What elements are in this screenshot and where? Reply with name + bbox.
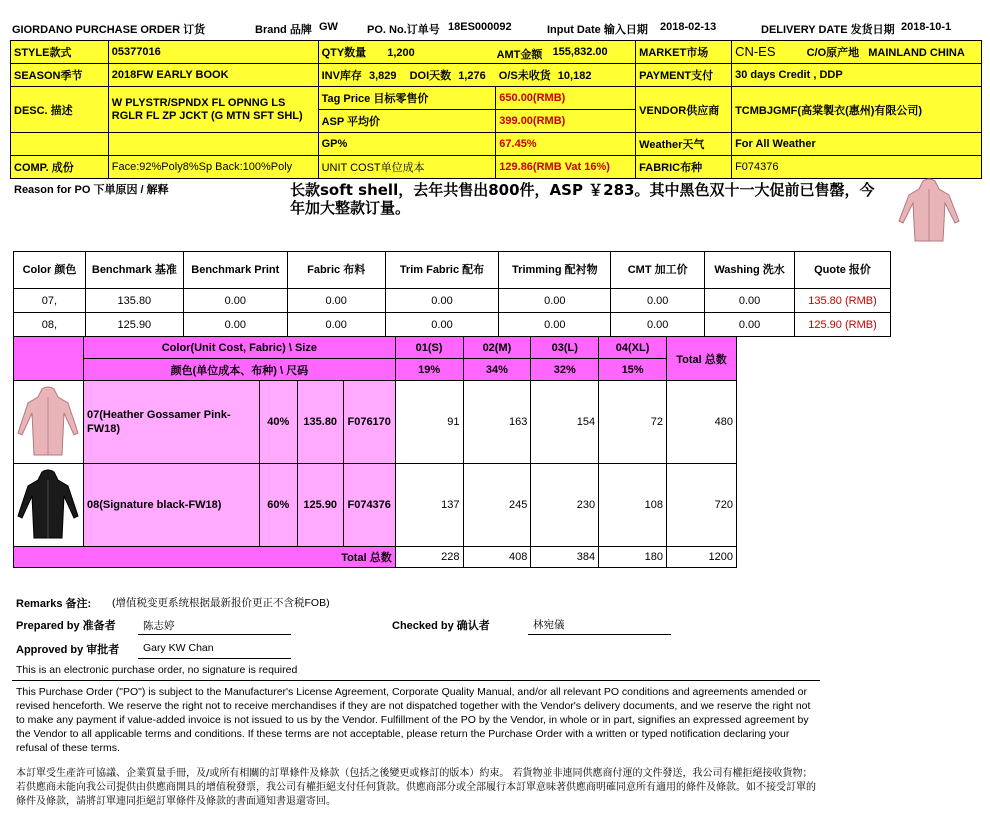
pink-jacket-image xyxy=(14,385,82,457)
market-label: MARKET市场 xyxy=(636,41,732,64)
qty-total: 720 xyxy=(667,464,737,547)
table-row xyxy=(14,313,891,337)
total-l: 384 xyxy=(531,547,599,568)
col-trim-fabric: Trim Fabric 配布 xyxy=(385,252,499,289)
terms-english: This Purchase Order ("PO") is subject to the Manufacturer's License Agreement, Corporate Quality Manual, and/or all relevant PO conditions and agreements amended or revised henceforth. We reserve the right not to receive merchandises if they are not dispatched together with the Vendor's delivery documents, and we reserve the right not to make any payment if value-added invoice is not issued to us by the Vendor. Fulfillment of the PO by the Vendor, in whole or in part, signifies an expressed agreement by the Vendor to all applicable terms and conditions. If these terms are not acceptable, please return the Purchase Order with a written or typed notification declaring your refusal of these terms. xyxy=(16,686,811,754)
reason-label: Reason for PO 下単原因 / 解释 xyxy=(14,184,169,196)
desc-label: DESC. 描述 xyxy=(11,87,109,133)
product-jacket-image xyxy=(893,177,965,243)
amt-value: 155,832.00 xyxy=(552,46,608,58)
qty-l: 230 xyxy=(531,464,599,547)
tag-price-value: 650.00(RMB) xyxy=(496,87,636,110)
po-info-table xyxy=(10,40,982,179)
col-washing: Washing 洗水 xyxy=(705,252,795,289)
color-ratio: 40% xyxy=(259,381,297,464)
color-name: 08(Signature black-FW18) xyxy=(83,464,259,547)
delivery-date-value: 2018-10-1 xyxy=(901,21,952,33)
brand-label: Brand 品牌 xyxy=(255,24,312,36)
total-m: 408 xyxy=(463,547,531,568)
size-xl: 04(XL) xyxy=(599,337,667,359)
po-header xyxy=(12,18,982,38)
os-value: 10,182 xyxy=(557,70,592,82)
gp-value: 67.45% xyxy=(496,133,636,156)
total-label: Total 总数 xyxy=(14,547,396,568)
input-date-label: Input Date 输入日期 xyxy=(547,24,648,36)
desc-value: W PLYSTR/SPNDX FL OPNNG LS RGLR FL ZP JCKT (G MTN SFT SHL) xyxy=(108,87,318,133)
vendor-value: TCMBJGMF(高棠製衣(惠州)有限公司) xyxy=(732,87,982,133)
size-s: 01(S) xyxy=(395,337,463,359)
cost-quote: 125.90 (RMB) xyxy=(795,313,891,337)
cost-washing: 0.00 xyxy=(705,313,795,337)
cost-cmt: 0.00 xyxy=(611,289,705,313)
qty-s: 137 xyxy=(395,464,463,547)
unit-cost-label: UNIT COST单位成本 xyxy=(318,156,496,179)
comp-value: Face:92%Poly8%Sp Back:100%Poly xyxy=(108,156,318,179)
gp-label: GP% xyxy=(318,133,496,156)
cost-benchmark: 125.90 xyxy=(85,313,183,337)
payment-label: PAYMENT支付 xyxy=(636,64,732,87)
market-value: CN-ES xyxy=(735,44,776,59)
info-row-gp xyxy=(11,133,982,156)
info-row-style xyxy=(11,41,982,64)
qty-xl: 108 xyxy=(599,464,667,547)
qty-total: 480 xyxy=(667,381,737,464)
doi-value: 1,276 xyxy=(458,70,486,82)
inventory-cell xyxy=(318,64,636,87)
size-title-cn: 颜色(单位成本、布种) \ 尺码 xyxy=(83,359,395,381)
cost-quote: 135.80 (RMB) xyxy=(795,289,891,313)
checked-underline xyxy=(528,634,671,635)
qty-l: 154 xyxy=(531,381,599,464)
cost-benchmark: 135.80 xyxy=(85,289,183,313)
qty-amt-cell xyxy=(318,41,636,64)
size-title-en: Color(Unit Cost, Fabric) \ Size xyxy=(83,337,395,359)
table-row xyxy=(14,464,737,547)
style-value: 05377016 xyxy=(108,41,318,64)
col-benchmark-print: Benchmark Print xyxy=(183,252,287,289)
season-label: SEASON季节 xyxy=(11,64,109,87)
total-all: 1200 xyxy=(667,547,737,568)
cost-print: 0.00 xyxy=(183,313,287,337)
info-row-season xyxy=(11,64,982,87)
size-total-row xyxy=(14,547,737,568)
color-cost: 135.80 xyxy=(297,381,343,464)
cost-breakdown-table xyxy=(13,251,891,337)
unit-cost-value: 129.86(RMB Vat 16%) xyxy=(496,156,636,179)
delivery-date-label: DELIVERY DATE 发货日期 xyxy=(761,24,895,36)
size-l: 03(L) xyxy=(531,337,599,359)
weather-label: Weather天气 xyxy=(636,133,732,156)
vendor-label: VENDOR供应商 xyxy=(636,87,732,133)
tag-price-label: Tag Price 目标零售价 xyxy=(318,87,496,110)
size-pct-row xyxy=(14,359,737,381)
cost-fabric: 0.00 xyxy=(287,313,385,337)
size-l-pct: 32% xyxy=(531,359,599,381)
qty-m: 163 xyxy=(463,381,531,464)
cost-trimming: 0.00 xyxy=(499,313,611,337)
col-trimming: Trimming 配衬物 xyxy=(499,252,611,289)
origin-value: MAINLAND CHINA xyxy=(868,47,965,59)
qty-xl: 72 xyxy=(599,381,667,464)
doi-label: DOI天数 xyxy=(409,70,452,82)
prepared-label: Prepared by 准备者 xyxy=(16,620,116,632)
color-fabric: F074376 xyxy=(343,464,395,547)
total-s: 228 xyxy=(395,547,463,568)
company-title: GIORDANO PURCHASE ORDER 订货 xyxy=(12,24,206,36)
cost-header-row xyxy=(14,252,891,289)
qty-s: 91 xyxy=(395,381,463,464)
prepared-value: 陈志婷 xyxy=(143,620,175,632)
cost-color: 07, xyxy=(14,289,86,313)
fabric-label: FABRIC布种 xyxy=(636,156,732,179)
po-label: PO. No.订单号 xyxy=(367,24,440,36)
size-m: 02(M) xyxy=(463,337,531,359)
cost-cmt: 0.00 xyxy=(611,313,705,337)
approved-value: Gary KW Chan xyxy=(143,642,214,654)
col-cmt: CMT 加工价 xyxy=(611,252,705,289)
asp-label: ASP 平均价 xyxy=(318,110,496,133)
market-origin-cell xyxy=(732,41,982,64)
terms-divider xyxy=(12,680,820,681)
asp-value: 399.00(RMB) xyxy=(496,110,636,133)
cost-trim-fabric: 0.00 xyxy=(385,313,499,337)
table-row xyxy=(14,381,737,464)
cost-trim-fabric: 0.00 xyxy=(385,289,499,313)
color-ratio: 60% xyxy=(259,464,297,547)
table-row xyxy=(14,289,891,313)
col-quote: Quote 报价 xyxy=(795,252,891,289)
color-image-cell xyxy=(14,381,84,464)
checked-label: Checked by 确认者 xyxy=(392,620,490,632)
reason-text: 长款soft shell，去年共售出800件，ASP ￥283。其中黑色双十一大促前已售罄，今年加大整款订量。 xyxy=(290,181,875,217)
approved-label: Approved by 审批者 xyxy=(16,644,120,656)
cost-washing: 0.00 xyxy=(705,289,795,313)
terms-chinese: 本訂單受生產許可協議、企業質量手冊，及/或所有相關的訂單條件及條款（包括之後變更或修訂的版本）約束。 若貨物並非連同供應商付運的文件發送，我公司有權拒絕接收貨物；若供應商未能向我公司提供由供應商開具的增值稅發票，我公司有權拒絕支付任何貨款。供應商部分或全部履行本訂單意味著供應商明確同意所有適用的條件及條款。如不接受訂單的條件及條款，請將訂單連同拒絕訂單條件及條款的書面通知書退還寄回。 xyxy=(16,768,816,807)
col-benchmark: Benchmark 基准 xyxy=(85,252,183,289)
col-color: Color 颜色 xyxy=(14,252,86,289)
size-s-pct: 19% xyxy=(395,359,463,381)
cost-fabric: 0.00 xyxy=(287,289,385,313)
checked-value: 林宛儀 xyxy=(533,619,565,631)
color-cost: 125.90 xyxy=(297,464,343,547)
comp-label: COMP. 成份 xyxy=(11,156,109,179)
input-date-value: 2018-02-13 xyxy=(660,21,717,33)
amt-label: AMT金额 xyxy=(496,49,543,61)
season-value: 2018FW EARLY BOOK xyxy=(108,64,318,87)
color-fabric: F076170 xyxy=(343,381,395,464)
payment-value: 30 days Credit , DDP xyxy=(732,64,982,87)
brand-value: GW xyxy=(319,21,338,33)
cost-print: 0.00 xyxy=(183,289,287,313)
qty-value: 1,200 xyxy=(387,47,415,59)
size-xl-pct: 15% xyxy=(599,359,667,381)
style-label: STYLE款式 xyxy=(11,41,109,64)
electronic-note: This is an electronic purchase order, no signature is required xyxy=(16,664,298,676)
size-header-row xyxy=(14,337,737,359)
inv-value: 3,829 xyxy=(368,70,397,82)
inv-label: INV库存 xyxy=(321,70,362,82)
size-quantity-table xyxy=(13,336,737,568)
fabric-value: F074376 xyxy=(732,156,982,179)
prepared-underline xyxy=(138,634,291,635)
color-image-cell xyxy=(14,464,84,547)
remarks-value: (增值税变更系统根据最新报价更正不含税FOB) xyxy=(112,597,330,609)
info-row-desc xyxy=(11,87,982,110)
weather-value: For All Weather xyxy=(732,133,982,156)
black-jacket-image xyxy=(14,468,82,540)
po-value: 18ES000092 xyxy=(448,21,512,33)
os-label: O/S未收货 xyxy=(498,70,551,82)
approved-underline xyxy=(138,658,291,659)
origin-label: C/O原产地 xyxy=(806,47,860,59)
color-name: 07(Heather Gossamer Pink-FW18) xyxy=(83,381,259,464)
remarks-label: Remarks 备注: xyxy=(16,598,92,610)
total-header: Total 总数 xyxy=(667,337,737,381)
total-xl: 180 xyxy=(599,547,667,568)
size-m-pct: 34% xyxy=(463,359,531,381)
cost-trimming: 0.00 xyxy=(499,289,611,313)
info-row-comp xyxy=(11,156,982,179)
cost-color: 08, xyxy=(14,313,86,337)
col-fabric: Fabric 布料 xyxy=(287,252,385,289)
qty-label: QTY数量 xyxy=(321,47,367,59)
qty-m: 245 xyxy=(463,464,531,547)
